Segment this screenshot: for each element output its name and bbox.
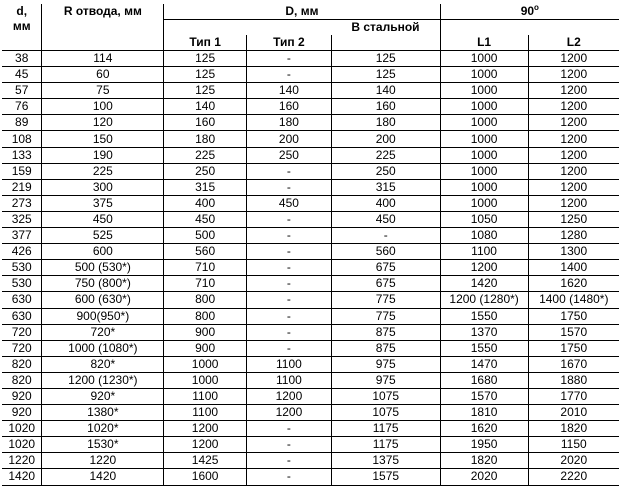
cell-steel: 315 — [331, 179, 440, 195]
table-row — [2, 51, 619, 67]
cell-type2: - — [247, 67, 332, 83]
cell-l2: 1750 — [528, 308, 619, 324]
cell-steel: 875 — [331, 340, 440, 356]
table-row — [2, 356, 619, 372]
cell-l1: 1550 — [440, 308, 528, 324]
cell-d: 530 — [2, 276, 42, 292]
cell-r: 525 — [42, 228, 164, 244]
cell-type2: - — [247, 260, 332, 276]
cell-type2: - — [247, 437, 332, 453]
cell-type2: - — [247, 469, 332, 485]
cell-l2: 1400 — [528, 260, 619, 276]
table-body — [2, 51, 619, 486]
cell-type2: - — [247, 51, 332, 67]
cell-type1: 450 — [164, 211, 247, 227]
cell-type1: 1600 — [164, 469, 247, 485]
cell-l1: 1000 — [440, 195, 528, 211]
cell-l2: 1250 — [528, 211, 619, 227]
cell-steel: 775 — [331, 308, 440, 324]
table-row — [2, 179, 619, 195]
table-header — [2, 4, 619, 51]
cell-type2: 1200 — [247, 388, 332, 404]
cell-type2: 1100 — [247, 356, 332, 372]
cell-d: 377 — [2, 228, 42, 244]
cell-l1: 2020 — [440, 469, 528, 485]
cell-steel: 1575 — [331, 469, 440, 485]
cell-steel: 1075 — [331, 405, 440, 421]
cell-steel: 975 — [331, 356, 440, 372]
cell-steel: 140 — [331, 83, 440, 99]
cell-l2: 1820 — [528, 421, 619, 437]
cell-l1: 1000 — [440, 179, 528, 195]
header-d — [2, 4, 42, 51]
cell-d: 720 — [2, 324, 42, 340]
cell-steel: 1175 — [331, 437, 440, 453]
table-row — [2, 83, 619, 99]
cell-d: 530 — [2, 260, 42, 276]
dimensions-table — [2, 4, 619, 486]
cell-d: 630 — [2, 292, 42, 308]
cell-d: 720 — [2, 340, 42, 356]
cell-type1: 1000 — [164, 372, 247, 388]
cell-r: 720* — [42, 324, 164, 340]
table-row — [2, 228, 619, 244]
cell-d: 108 — [2, 131, 42, 147]
cell-l1: 1680 — [440, 372, 528, 388]
cell-d: 820 — [2, 372, 42, 388]
cell-type1: 400 — [164, 195, 247, 211]
cell-steel: - — [331, 228, 440, 244]
cell-type2: - — [247, 340, 332, 356]
cell-l2: 1200 — [528, 115, 619, 131]
cell-l1: 1080 — [440, 228, 528, 244]
header-l2: L2 — [566, 35, 581, 49]
cell-steel: 1375 — [331, 453, 440, 469]
header-angle-value: 90 — [520, 4, 535, 18]
cell-type2: - — [247, 308, 332, 324]
cell-d: 426 — [2, 244, 42, 260]
cell-d: 89 — [2, 115, 42, 131]
cell-type2: 140 — [247, 83, 332, 99]
cell-r: 114 — [42, 51, 164, 67]
cell-d: 630 — [2, 308, 42, 324]
cell-r: 750 (800*) — [42, 276, 164, 292]
cell-steel: 180 — [331, 115, 440, 131]
cell-type2: 250 — [247, 147, 332, 163]
cell-l2: 1200 — [528, 67, 619, 83]
table-row — [2, 67, 619, 83]
header-angle-degree: o — [534, 4, 539, 12]
header-type2: Тип 2 — [247, 35, 332, 51]
cell-d: 1220 — [2, 453, 42, 469]
cell-type1: 500 — [164, 228, 247, 244]
cell-steel: 450 — [331, 211, 440, 227]
cell-d: 325 — [2, 211, 42, 227]
table-row — [2, 388, 619, 404]
table-row — [2, 211, 619, 227]
cell-steel: 250 — [331, 163, 440, 179]
cell-l2: 1200 — [528, 147, 619, 163]
cell-l1: 1000 — [440, 163, 528, 179]
table-row — [2, 131, 619, 147]
cell-type2: - — [247, 244, 332, 260]
cell-steel: 225 — [331, 147, 440, 163]
cell-d: 1420 — [2, 469, 42, 485]
cell-l1: 1550 — [440, 340, 528, 356]
cell-steel: 875 — [331, 324, 440, 340]
cell-d: 1020 — [2, 421, 42, 437]
header-r: R отвода, мм — [42, 4, 164, 51]
cell-steel: 1075 — [331, 388, 440, 404]
cell-type1: 1200 — [164, 421, 247, 437]
cell-steel: 400 — [331, 195, 440, 211]
cell-type1: 160 — [164, 115, 247, 131]
cell-l2: 1200 — [528, 163, 619, 179]
cell-d: 38 — [2, 51, 42, 67]
cell-steel: 160 — [331, 99, 440, 115]
cell-l2: 1150 — [528, 437, 619, 453]
table-row — [2, 437, 619, 453]
cell-r: 820* — [42, 356, 164, 372]
table-row — [2, 260, 619, 276]
cell-l2: 1200 — [528, 131, 619, 147]
cell-l2: 1200 — [528, 83, 619, 99]
cell-r: 100 — [42, 99, 164, 115]
cell-type2: 180 — [247, 115, 332, 131]
table-row — [2, 276, 619, 292]
table-row — [2, 99, 619, 115]
header-D: D, мм — [164, 4, 440, 20]
cell-l2: 1880 — [528, 372, 619, 388]
cell-l1: 1200 (1280*) — [440, 292, 528, 308]
cell-type1: 250 — [164, 163, 247, 179]
cell-l1: 1000 — [440, 99, 528, 115]
table-row — [2, 163, 619, 179]
table-row — [2, 421, 619, 437]
cell-d: 1020 — [2, 437, 42, 453]
cell-l1: 1820 — [440, 453, 528, 469]
cell-l1: 1370 — [440, 324, 528, 340]
cell-l1: 1000 — [440, 83, 528, 99]
cell-r: 1000 (1080*) — [42, 340, 164, 356]
cell-type1: 1425 — [164, 453, 247, 469]
header-d-line2: мм — [12, 19, 31, 33]
cell-l1: 1810 — [440, 405, 528, 421]
cell-l1: 1570 — [440, 388, 528, 404]
cell-d: 920 — [2, 405, 42, 421]
cell-r: 900(950*) — [42, 308, 164, 324]
cell-d: 57 — [2, 83, 42, 99]
cell-l1: 1000 — [440, 147, 528, 163]
cell-l2: 1400 (1480*) — [528, 292, 619, 308]
cell-l2: 1200 — [528, 195, 619, 211]
cell-type2: 160 — [247, 99, 332, 115]
cell-steel: 560 — [331, 244, 440, 260]
table-row — [2, 453, 619, 469]
cell-type1: 800 — [164, 308, 247, 324]
cell-type1: 1200 — [164, 437, 247, 453]
table-row — [2, 405, 619, 421]
cell-d: 273 — [2, 195, 42, 211]
cell-type1: 560 — [164, 244, 247, 260]
table-row — [2, 340, 619, 356]
cell-r: 500 (530*) — [42, 260, 164, 276]
header-d-line1: d, — [16, 4, 28, 18]
cell-l2: 1750 — [528, 340, 619, 356]
cell-r: 150 — [42, 131, 164, 147]
cell-l1: 1000 — [440, 67, 528, 83]
cell-l2: 2010 — [528, 405, 619, 421]
header-steel: В стальной — [331, 20, 440, 36]
table-row — [2, 195, 619, 211]
cell-type1: 1100 — [164, 405, 247, 421]
cell-r: 450 — [42, 211, 164, 227]
header-angle — [440, 4, 619, 20]
cell-r: 225 — [42, 163, 164, 179]
cell-type1: 710 — [164, 260, 247, 276]
table-row — [2, 244, 619, 260]
cell-r: 300 — [42, 179, 164, 195]
cell-type1: 180 — [164, 131, 247, 147]
cell-type2: - — [247, 292, 332, 308]
cell-type2: 1100 — [247, 372, 332, 388]
cell-l2: 1300 — [528, 244, 619, 260]
table-row — [2, 324, 619, 340]
cell-steel: 675 — [331, 260, 440, 276]
cell-d: 133 — [2, 147, 42, 163]
cell-type2: - — [247, 211, 332, 227]
cell-l1: 1950 — [440, 437, 528, 453]
cell-l1: 1470 — [440, 356, 528, 372]
cell-type2: - — [247, 324, 332, 340]
cell-l1: 1200 — [440, 260, 528, 276]
cell-l2: 1200 — [528, 99, 619, 115]
cell-type2: 200 — [247, 131, 332, 147]
cell-l2: 1770 — [528, 388, 619, 404]
cell-r: 920* — [42, 388, 164, 404]
cell-type1: 140 — [164, 99, 247, 115]
cell-r: 1020* — [42, 421, 164, 437]
cell-l2: 2020 — [528, 453, 619, 469]
cell-d: 820 — [2, 356, 42, 372]
cell-steel: 975 — [331, 372, 440, 388]
cell-r: 600 — [42, 244, 164, 260]
table-row — [2, 115, 619, 131]
cell-d: 159 — [2, 163, 42, 179]
header-l1: L1 — [440, 35, 528, 51]
cell-l1: 1420 — [440, 276, 528, 292]
cell-steel: 1175 — [331, 421, 440, 437]
cell-type2: - — [247, 453, 332, 469]
cell-l1: 1000 — [440, 131, 528, 147]
cell-type1: 125 — [164, 83, 247, 99]
cell-type1: 315 — [164, 179, 247, 195]
cell-type1: 225 — [164, 147, 247, 163]
cell-r: 1220 — [42, 453, 164, 469]
cell-type1: 710 — [164, 276, 247, 292]
cell-steel: 125 — [331, 67, 440, 83]
cell-r: 1530* — [42, 437, 164, 453]
cell-r: 1200 (1230*) — [42, 372, 164, 388]
cell-d: 76 — [2, 99, 42, 115]
cell-l2: 1280 — [528, 228, 619, 244]
cell-type2: - — [247, 228, 332, 244]
cell-type2: - — [247, 276, 332, 292]
cell-r: 1420 — [42, 469, 164, 485]
cell-l1: 1620 — [440, 421, 528, 437]
cell-l2: 1200 — [528, 179, 619, 195]
cell-r: 190 — [42, 147, 164, 163]
cell-type1: 800 — [164, 292, 247, 308]
cell-d: 219 — [2, 179, 42, 195]
table-row — [2, 292, 619, 308]
cell-type2: 450 — [247, 195, 332, 211]
cell-l2: 1200 — [528, 51, 619, 67]
cell-l2: 1670 — [528, 356, 619, 372]
cell-type1: 900 — [164, 340, 247, 356]
cell-r: 120 — [42, 115, 164, 131]
cell-type1: 1000 — [164, 356, 247, 372]
cell-r: 600 (630*) — [42, 292, 164, 308]
cell-type1: 125 — [164, 67, 247, 83]
cell-type2: - — [247, 179, 332, 195]
cell-l1: 1100 — [440, 244, 528, 260]
cell-steel: 775 — [331, 292, 440, 308]
cell-steel: 675 — [331, 276, 440, 292]
table-row — [2, 372, 619, 388]
header-type1: Тип 1 — [164, 35, 247, 51]
cell-l2: 2220 — [528, 469, 619, 485]
cell-r: 375 — [42, 195, 164, 211]
cell-d: 920 — [2, 388, 42, 404]
cell-type1: 125 — [164, 51, 247, 67]
cell-l2: 1620 — [528, 276, 619, 292]
table-row — [2, 147, 619, 163]
cell-r: 1380* — [42, 405, 164, 421]
cell-l1: 1000 — [440, 115, 528, 131]
dimensions-table-wrapper — [2, 4, 619, 486]
cell-steel: 200 — [331, 131, 440, 147]
cell-type1: 900 — [164, 324, 247, 340]
cell-l2: 1570 — [528, 324, 619, 340]
cell-r: 60 — [42, 67, 164, 83]
cell-type2: 1200 — [247, 405, 332, 421]
cell-l1: 1050 — [440, 211, 528, 227]
table-row — [2, 469, 619, 485]
cell-type2: - — [247, 163, 332, 179]
cell-r: 75 — [42, 83, 164, 99]
cell-steel: 125 — [331, 51, 440, 67]
cell-d: 45 — [2, 67, 42, 83]
cell-type1: 1100 — [164, 388, 247, 404]
cell-type2: - — [247, 421, 332, 437]
cell-l1: 1000 — [440, 51, 528, 67]
table-row — [2, 308, 619, 324]
